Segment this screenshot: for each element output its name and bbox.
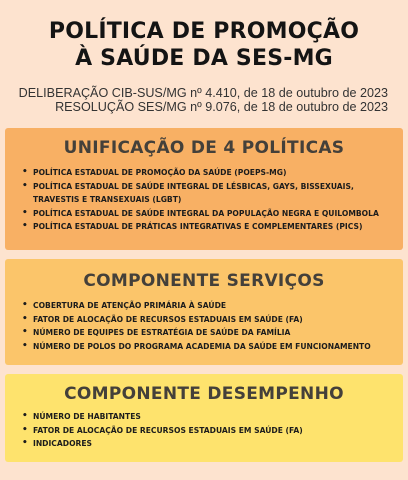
list-item: • FATOR DE ALOCAÇÃO DE RECURSOS ESTADUAIS EM SAÚDE (FA) xyxy=(22,313,397,327)
section-title: COMPONENTE SERVIÇOS xyxy=(83,271,325,291)
list-item: • INDICADORES xyxy=(22,437,397,451)
section-title: UNIFICAÇÃO DE 4 POLÍTICAS xyxy=(63,138,345,158)
list-item: • POLÍTICA ESTADUAL DE SAÚDE INTEGRAL DE LÉSBICAS, GAYS, BISSEXUAIS, TRAVESTIS E TRANSEXUAIS (LGBT) xyxy=(22,180,397,207)
section-policy-unification xyxy=(5,128,403,250)
legal-references xyxy=(0,86,408,114)
title-line: À SAÚDE DA SES-MG xyxy=(75,46,333,71)
section-title: COMPONENTE DESEMPENHO xyxy=(64,384,344,404)
section-performance-component xyxy=(5,374,403,462)
list-item: • POLÍTICA ESTADUAL DE PROMOÇÃO DA SAÚDE (POEPS-MG) xyxy=(22,166,397,180)
list-item: • NÚMERO DE HABITANTES xyxy=(22,410,397,424)
header xyxy=(0,0,408,124)
item-list xyxy=(22,299,397,353)
list-item: • FATOR DE ALOCAÇÃO DE RECURSOS ESTADUAIS EM SAÚDE (FA) xyxy=(22,424,397,438)
list-item: • POLÍTICA ESTADUAL DE PRÁTICAS INTEGRATIVAS E COMPLEMENTARES (PICS) xyxy=(22,220,397,234)
page-title xyxy=(0,18,408,72)
item-list xyxy=(22,410,397,451)
list-item: • NÚMERO DE EQUIPES DE ESTRATÉGIA DE SAÚDE DA FAMÍLIA xyxy=(22,326,397,340)
resolution-reference: RESOLUÇÃO SES/MG nº 9.076, de 18 de outubro de 2023 xyxy=(55,100,388,114)
item-list xyxy=(22,166,397,234)
title-line: POLÍTICA DE PROMOÇÃO xyxy=(48,19,360,44)
section-services-component xyxy=(5,259,403,365)
deliberation-reference: DELIBERAÇÃO CIB-SUS/MG nº 4.410, de 18 de outubro de 2023 xyxy=(18,86,388,100)
list-item: • POLÍTICA ESTADUAL DE SAÚDE INTEGRAL DA POPULAÇÃO NEGRA E QUILOMBOLA xyxy=(22,207,397,221)
list-item: • COBERTURA DE ATENÇÃO PRIMÁRIA À SAÚDE xyxy=(22,299,397,313)
list-item: • NÚMERO DE POLOS DO PROGRAMA ACADEMIA DA SAÚDE EM FUNCIONAMENTO xyxy=(22,340,397,354)
